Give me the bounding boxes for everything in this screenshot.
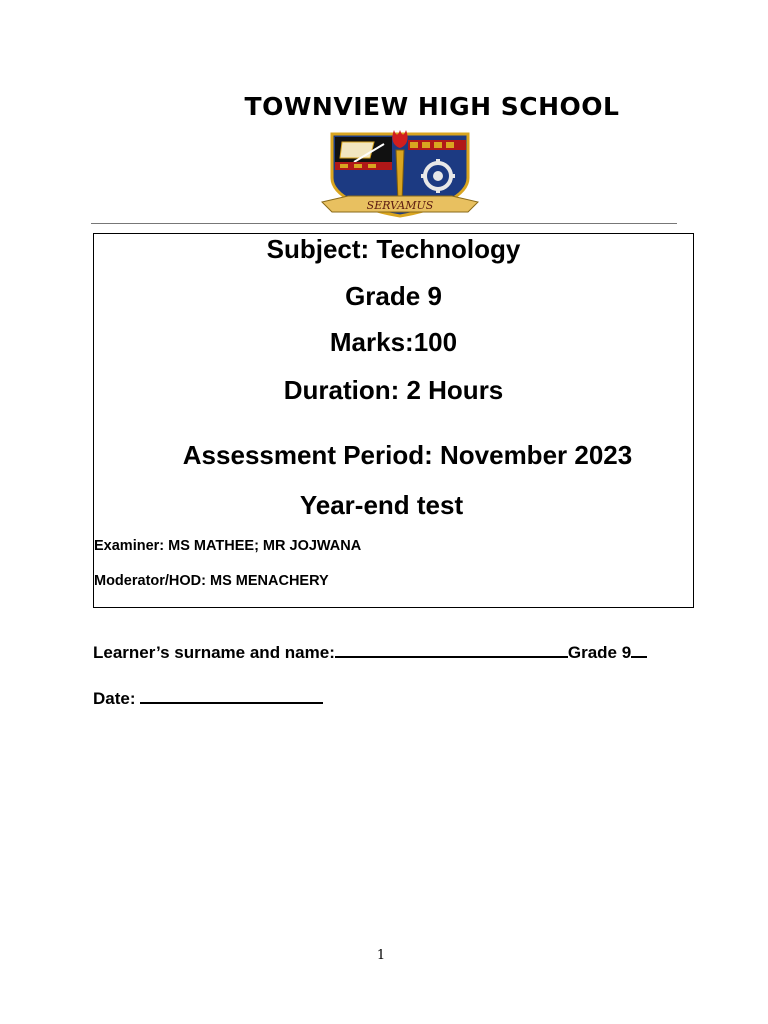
subject-line: Subject: Technology bbox=[266, 234, 521, 264]
date-field bbox=[93, 688, 323, 709]
grade-line: Grade 9 bbox=[345, 281, 442, 311]
school-crest-icon bbox=[318, 126, 482, 220]
learner-name-field bbox=[93, 642, 647, 663]
header-divider bbox=[91, 223, 677, 224]
test-type-line: Year-end test bbox=[299, 490, 464, 520]
date-label: Date: bbox=[93, 689, 136, 708]
examiner-line: Examiner: MS MATHEE; MR JOJWANA bbox=[94, 538, 362, 554]
marks-line: Marks:100 bbox=[329, 327, 458, 357]
moderator-line: Moderator/HOD: MS MENACHERY bbox=[94, 573, 329, 589]
learner-name-label: Learner’s surname and name: bbox=[93, 643, 335, 662]
crest-motto: SERVAMUS bbox=[366, 199, 434, 212]
exam-info-box bbox=[93, 233, 694, 608]
learner-name-blank[interactable] bbox=[335, 642, 568, 658]
learner-grade-label: Grade 9 bbox=[567, 643, 632, 662]
duration-line: Duration: 2 Hours bbox=[283, 375, 504, 405]
date-blank[interactable] bbox=[140, 688, 323, 704]
learner-grade-blank[interactable] bbox=[631, 642, 647, 658]
page-number: 1 bbox=[376, 948, 386, 963]
assessment-period-line: Assessment Period: November 2023 bbox=[182, 440, 633, 470]
school-name: TOWNVIEW HIGH SCHOOL bbox=[244, 92, 620, 121]
